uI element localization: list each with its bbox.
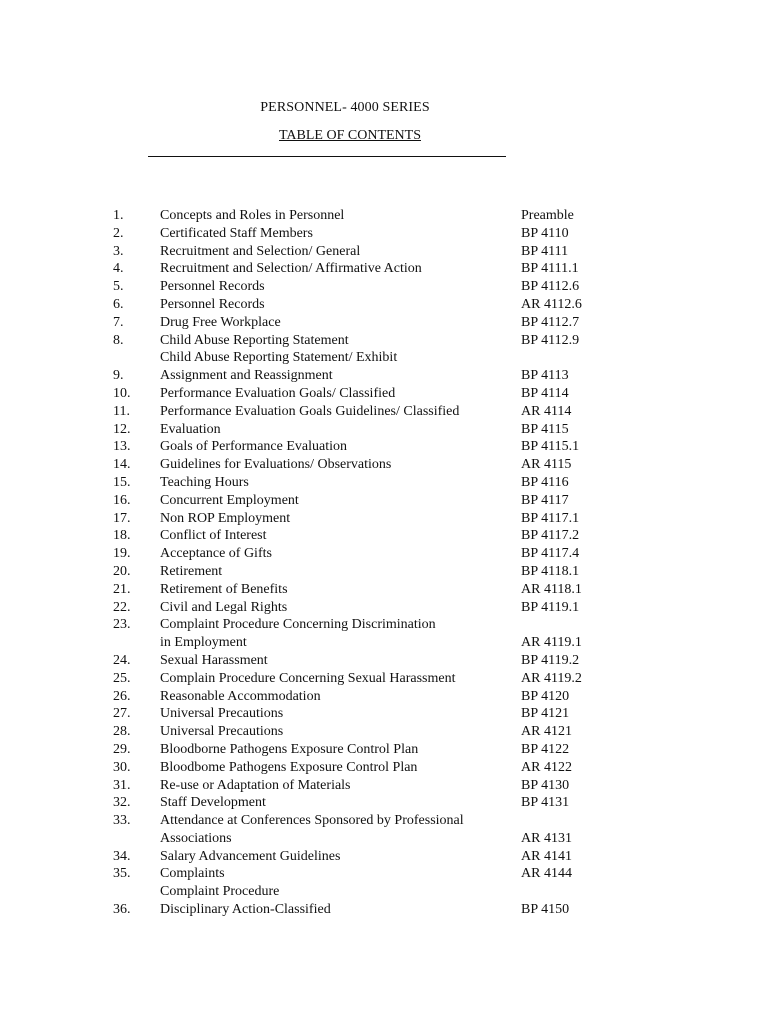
toc-entry — [0, 670, 770, 688]
toc-entry — [0, 421, 770, 439]
toc-entry-title: Retirement of Benefits — [160, 581, 288, 597]
toc-entry-number: 35. — [113, 866, 131, 882]
toc-entry-number: 13. — [113, 439, 131, 455]
toc-entry-title: Certificated Staff Members — [160, 225, 313, 241]
toc-entry-number: 2. — [113, 225, 124, 241]
toc-entry-code: BP 4117 — [521, 492, 569, 508]
toc-entry-title: Goals of Performance Evaluation — [160, 439, 347, 455]
toc-entry-number: 19. — [113, 546, 131, 562]
toc-entry-title: Drug Free Workplace — [160, 314, 281, 330]
toc-entry-title: Guidelines for Evaluations/ Observations — [160, 457, 392, 473]
toc-entry-number: 5. — [113, 279, 124, 295]
toc-entry-code: Preamble — [521, 208, 574, 223]
toc-entry — [0, 794, 770, 812]
toc-entry-title: Associations — [160, 830, 232, 846]
toc-entry-number: 6. — [113, 296, 124, 312]
toc-entry-title: Sexual Harassment — [160, 652, 268, 668]
toc-entry-number: 4. — [113, 261, 124, 277]
table-of-contents — [0, 207, 770, 919]
toc-entry-title: Civil and Legal Rights — [160, 599, 288, 615]
toc-entry-code: AR 4114 — [521, 403, 572, 419]
toc-entry-title: Teaching Hours — [160, 474, 249, 490]
toc-entry-number: 18. — [113, 528, 131, 544]
toc-entry-title: Salary Advancement Guidelines — [160, 848, 341, 864]
toc-entry-title: Performance Evaluation Goals Guidelines/ Classified — [160, 403, 460, 419]
toc-entry-number: 22. — [113, 599, 131, 615]
toc-entry-title: Bloodbome Pathogens Exposure Control Plan — [160, 759, 418, 775]
toc-entry — [0, 296, 770, 314]
toc-entry-number: 9. — [113, 368, 124, 384]
toc-entry — [0, 777, 770, 795]
toc-entry-number: 20. — [113, 563, 131, 579]
toc-entry-number: 14. — [113, 457, 131, 473]
toc-entry — [0, 314, 770, 332]
toc-entry-code: AR 4121 — [521, 724, 572, 740]
toc-entry-code: BP 4112.6 — [521, 279, 580, 295]
toc-entry-code: BP 4150 — [521, 902, 570, 918]
toc-entry-code: BP 4119.1 — [521, 599, 580, 615]
toc-entry-title: Complain Procedure Concerning Sexual Harassment — [160, 670, 456, 686]
toc-entry — [0, 367, 770, 385]
page-subtitle: TABLE OF CONTENTS — [279, 128, 421, 143]
toc-entry-number: 24. — [113, 652, 131, 668]
toc-entry — [0, 705, 770, 723]
toc-entry-code: BP 4131 — [521, 795, 570, 811]
toc-entry-title: Assignment and Reassignment — [160, 368, 333, 384]
toc-entry-title: Universal Precautions — [160, 706, 284, 722]
toc-entry-title: Concurrent Employment — [160, 492, 299, 508]
toc-entry-title: Complaints — [160, 866, 225, 882]
toc-entry-code: BP 4112.9 — [521, 332, 580, 348]
toc-entry-number: 36. — [113, 902, 131, 918]
toc-entry-code: AR 4131 — [521, 830, 572, 846]
toc-entry-code: BP 4111.1 — [521, 261, 579, 277]
toc-entry-number: 33. — [113, 813, 131, 829]
toc-entry — [0, 456, 770, 474]
toc-entry-code: BP 4120 — [521, 688, 570, 704]
toc-entry-number: 7. — [113, 314, 124, 330]
toc-entry-title: Non ROP Employment — [160, 510, 291, 526]
toc-entry-code: AR 4115 — [521, 457, 572, 473]
toc-entry-number: 31. — [113, 777, 131, 793]
toc-entry-code: BP 4118.1 — [521, 563, 580, 579]
toc-entry — [0, 741, 770, 759]
toc-entry — [0, 527, 770, 545]
toc-entry — [0, 438, 770, 456]
toc-entry — [0, 474, 770, 492]
toc-entry — [0, 616, 770, 652]
toc-entry-number: 34. — [113, 848, 131, 864]
toc-entry — [0, 812, 770, 848]
toc-entry-title: Child Abuse Reporting Statement/ Exhibit — [160, 350, 398, 366]
page-title: PERSONNEL- 4000 SERIES — [260, 100, 430, 115]
toc-entry-title: Personnel Records — [160, 296, 265, 312]
toc-entry-number: 21. — [113, 581, 131, 597]
toc-entry-code: BP 4115.1 — [521, 439, 580, 455]
toc-entry — [0, 332, 770, 368]
toc-entry — [0, 563, 770, 581]
toc-entry — [0, 848, 770, 866]
toc-entry-title: in Employment — [160, 635, 247, 651]
toc-entry-title: Re-use or Adaptation of Materials — [160, 777, 351, 793]
toc-entry-code: BP 4110 — [521, 225, 569, 241]
toc-entry-code: BP 4114 — [521, 385, 569, 401]
toc-entry-code: AR 4122 — [521, 759, 572, 775]
toc-entry-code: BP 4111 — [521, 243, 569, 259]
toc-entry-title: Universal Precautions — [160, 724, 284, 740]
toc-entry-number: 1. — [113, 208, 124, 223]
toc-entry — [0, 581, 770, 599]
toc-entry-number: 10. — [113, 385, 131, 401]
toc-entry-code: BP 4112.7 — [521, 314, 580, 330]
toc-entry-number: 15. — [113, 474, 131, 490]
toc-entry-title: Evaluation — [160, 421, 221, 437]
toc-entry-title: Conflict of Interest — [160, 528, 267, 544]
toc-entry-number: 3. — [113, 243, 124, 259]
toc-entry-code: AR 4112.6 — [521, 296, 582, 312]
toc-entry-code: BP 4117.1 — [521, 510, 580, 526]
toc-entry-code: AR 4141 — [521, 848, 572, 864]
toc-entry-code: BP 4122 — [521, 741, 570, 757]
toc-entry — [0, 652, 770, 670]
toc-entry-code: AR 4119.2 — [521, 670, 582, 686]
toc-entry-code: BP 4130 — [521, 777, 570, 793]
toc-entry-title: Child Abuse Reporting Statement — [160, 332, 349, 348]
toc-entry-number: 23. — [113, 617, 131, 633]
toc-entry — [0, 492, 770, 510]
toc-entry-number: 27. — [113, 706, 131, 722]
toc-entry-title: Attendance at Conferences Sponsored by Professional — [160, 813, 464, 829]
toc-entry-title: Reasonable Accommodation — [160, 688, 321, 704]
toc-entry — [0, 243, 770, 261]
toc-entry — [0, 545, 770, 563]
toc-entry — [0, 723, 770, 741]
toc-entry-title: Recruitment and Selection/ Affirmative Action — [160, 261, 422, 277]
toc-entry — [0, 278, 770, 296]
toc-entry — [0, 225, 770, 243]
toc-entry-title: Retirement — [160, 563, 223, 579]
toc-entry-number: 8. — [113, 332, 124, 348]
toc-entry-title: Staff Development — [160, 795, 266, 811]
toc-entry — [0, 207, 770, 225]
toc-entry-code: AR 4119.1 — [521, 635, 582, 651]
toc-entry — [0, 901, 770, 919]
toc-entry-title: Recruitment and Selection/ General — [160, 243, 361, 259]
toc-entry-number: 30. — [113, 759, 131, 775]
toc-entry — [0, 688, 770, 706]
toc-entry — [0, 403, 770, 421]
toc-entry-number: 11. — [113, 403, 130, 419]
toc-entry-code: BP 4119.2 — [521, 652, 580, 668]
toc-entry-number: 28. — [113, 724, 131, 740]
toc-entry-code: BP 4117.4 — [521, 546, 580, 562]
toc-entry-number: 25. — [113, 670, 131, 686]
toc-entry-title: Bloodborne Pathogens Exposure Control Plan — [160, 741, 419, 757]
toc-entry-number: 17. — [113, 510, 131, 526]
toc-entry — [0, 510, 770, 528]
toc-entry-title: Personnel Records — [160, 279, 265, 295]
toc-entry — [0, 759, 770, 777]
toc-entry-title: Concepts and Roles in Personnel — [160, 208, 345, 223]
toc-entry-code: BP 4121 — [521, 706, 570, 722]
toc-entry-number: 12. — [113, 421, 131, 437]
toc-entry — [0, 865, 770, 901]
toc-entry-title: Complaint Procedure Concerning Discrimination — [160, 617, 436, 633]
toc-entry-title: Acceptance of Gifts — [160, 546, 272, 562]
toc-entry-title: Complaint Procedure — [160, 884, 280, 900]
toc-entry-number: 29. — [113, 741, 131, 757]
toc-entry-number: 26. — [113, 688, 131, 704]
toc-entry-number: 16. — [113, 492, 131, 508]
toc-entry — [0, 599, 770, 617]
toc-entry-code: BP 4115 — [521, 421, 569, 437]
toc-entry-number: 32. — [113, 795, 131, 811]
toc-entry-code: BP 4116 — [521, 474, 569, 490]
title-divider — [148, 156, 506, 157]
toc-entry-title: Performance Evaluation Goals/ Classified — [160, 385, 396, 401]
toc-entry-code: AR 4118.1 — [521, 581, 582, 597]
toc-entry — [0, 385, 770, 403]
toc-entry-code: BP 4117.2 — [521, 528, 580, 544]
toc-entry-code: AR 4144 — [521, 866, 572, 882]
toc-entry-title: Disciplinary Action-Classified — [160, 902, 331, 918]
toc-entry — [0, 260, 770, 278]
toc-entry-code: BP 4113 — [521, 368, 569, 384]
